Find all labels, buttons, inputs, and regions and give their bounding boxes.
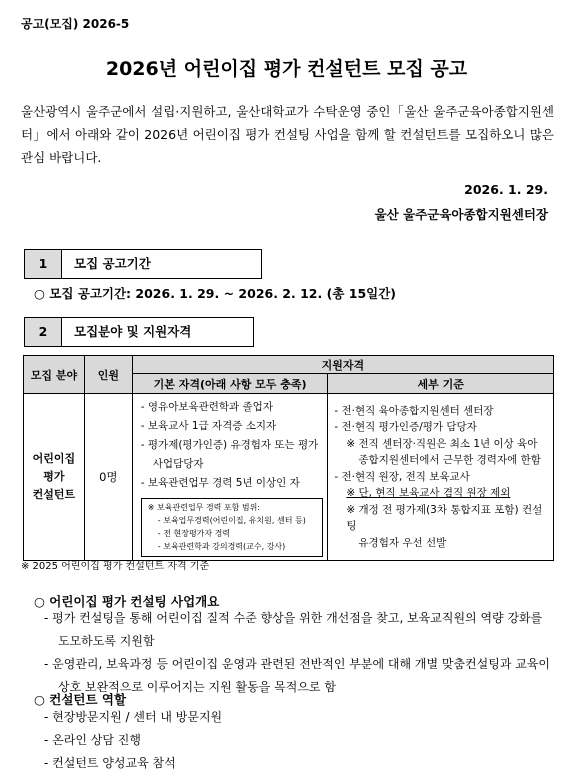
section-2-header: [24, 317, 254, 347]
role-item: - 온라인 상담 진행: [44, 733, 141, 747]
basic-item: - 보육교사 1급 자격증 소지자: [140, 420, 277, 432]
detail-criteria-cell: [328, 394, 554, 561]
notice-date: 2026. 1. 29.: [464, 182, 548, 197]
detail-item: - 전·현직 원장, 전직 보육교사: [334, 470, 470, 483]
role-item: - 현장방문지원 / 센터 내 방문지원: [44, 710, 223, 724]
basic-item: - 평가제(평가인증) 유경험자 또는 평가: [140, 439, 319, 451]
notice-number: 공고(모집) 2026-5: [21, 17, 130, 31]
career-scope-item: - 보육업무경력(어린이집, 유치원, 센터 등): [157, 516, 306, 525]
detail-item: - 전·현직 평가인증/평가 담당자: [334, 421, 477, 434]
detail-item: - 전·현직 육아종합지원센터 센터장: [334, 404, 494, 417]
detail-note: ※ 개정 전 평가제(3차 통합지표 포함) 컨설팅: [346, 503, 543, 533]
overview-item: - 운영관리, 보육과정 등 어린이집 운영과 관련된 전반적인 부분에 대해 개별 맞춤컨설팅과 교육이 상호 보완적으로 이루어지는 지원 활동을 목적으로 함: [44, 657, 551, 694]
header-qualification: 지원자격: [132, 356, 553, 374]
header-basic: 기본 자격(아래 사항 모두 충족): [132, 374, 328, 394]
detail-note-underlined: ※ 단, 현직 보육교사 겸직 원장 제외: [346, 487, 511, 500]
overview-list: [44, 607, 554, 699]
page-title: 2026년 어린이집 평가 컨설턴트 모집 공고: [105, 58, 468, 80]
career-scope-box: [141, 498, 324, 557]
intro-paragraph: 울산광역시 울주군에서 설립·지원하고, 울산대학교가 수탁운영 중인「울산 울주군육아종합지원센터」에서 아래와 같이 2026년 어린이집 평가 컨설팅 사업을 함께 할 컨설턴트를 모집하오니 많은 관심 바랍니다.: [21, 104, 554, 165]
header-field: 모집 분야: [24, 356, 85, 394]
overview-heading: ○ 어린이집 평가 컨설팅 사업개요: [34, 594, 220, 609]
basic-item: - 영유아보육관련학과 졸업자: [140, 401, 273, 413]
career-scope-item: - 전 현장평가자 경력: [157, 529, 231, 538]
section-1-header: [24, 249, 262, 279]
qualification-table: [23, 355, 554, 561]
role-list: [44, 706, 554, 775]
basic-qualification-cell: [132, 394, 328, 561]
basic-item: - 보육관련업무 경력 5년 이상인 자: [140, 477, 300, 489]
section-1-title: 모집 공고기간: [74, 256, 151, 271]
field-line: 어린이집: [32, 452, 76, 465]
role-item: - 컨설턴트 양성교육 참석: [44, 756, 176, 770]
overview-item: - 평가 컨설팅을 통해 어린이집 질적 수준 향상을 위한 개선점을 찾고, 보육교직원의 역량 강화를 도모하도록 지원함: [44, 611, 543, 648]
section-2-number: 2: [25, 318, 62, 346]
detail-note: 유경험자 우선 선발: [358, 536, 447, 549]
issuer: 울산 울주군육아종합지원센터장: [374, 207, 548, 222]
detail-note: 종합지원센터에서 근무한 경력자에 한함: [358, 454, 541, 467]
career-scope-title: ※ 보육관련업무 경력 포함 범위:: [147, 503, 261, 512]
section-1-number: 1: [25, 250, 62, 278]
basic-item: 사업담당자: [152, 458, 204, 470]
header-count: 인원: [84, 356, 132, 394]
detail-note: ※ 전직 센터장·직원은 최소 1년 이상 육아: [346, 437, 538, 450]
header-detail: 세부 기준: [328, 374, 554, 394]
detail-note: [334, 485, 549, 502]
career-scope-item: - 보육관련학과 강의경력(교수, 강사): [157, 542, 286, 551]
table-footnote: ※ 2025 어린이집 평가 컨설턴트 자격 기준: [21, 561, 210, 572]
role-heading: ○ 컨설턴트 역할: [34, 692, 127, 707]
count-cell: 0명: [84, 394, 132, 561]
recruitment-period: ○ 모집 공고기간: 2026. 1. 29. ~ 2026. 2. 12. (총 15일간): [34, 286, 397, 301]
field-line: 평가: [43, 470, 65, 483]
field-cell: [24, 394, 85, 561]
field-line: 컨설턴트: [32, 488, 76, 501]
section-2-title: 모집분야 및 지원자격: [74, 324, 192, 339]
